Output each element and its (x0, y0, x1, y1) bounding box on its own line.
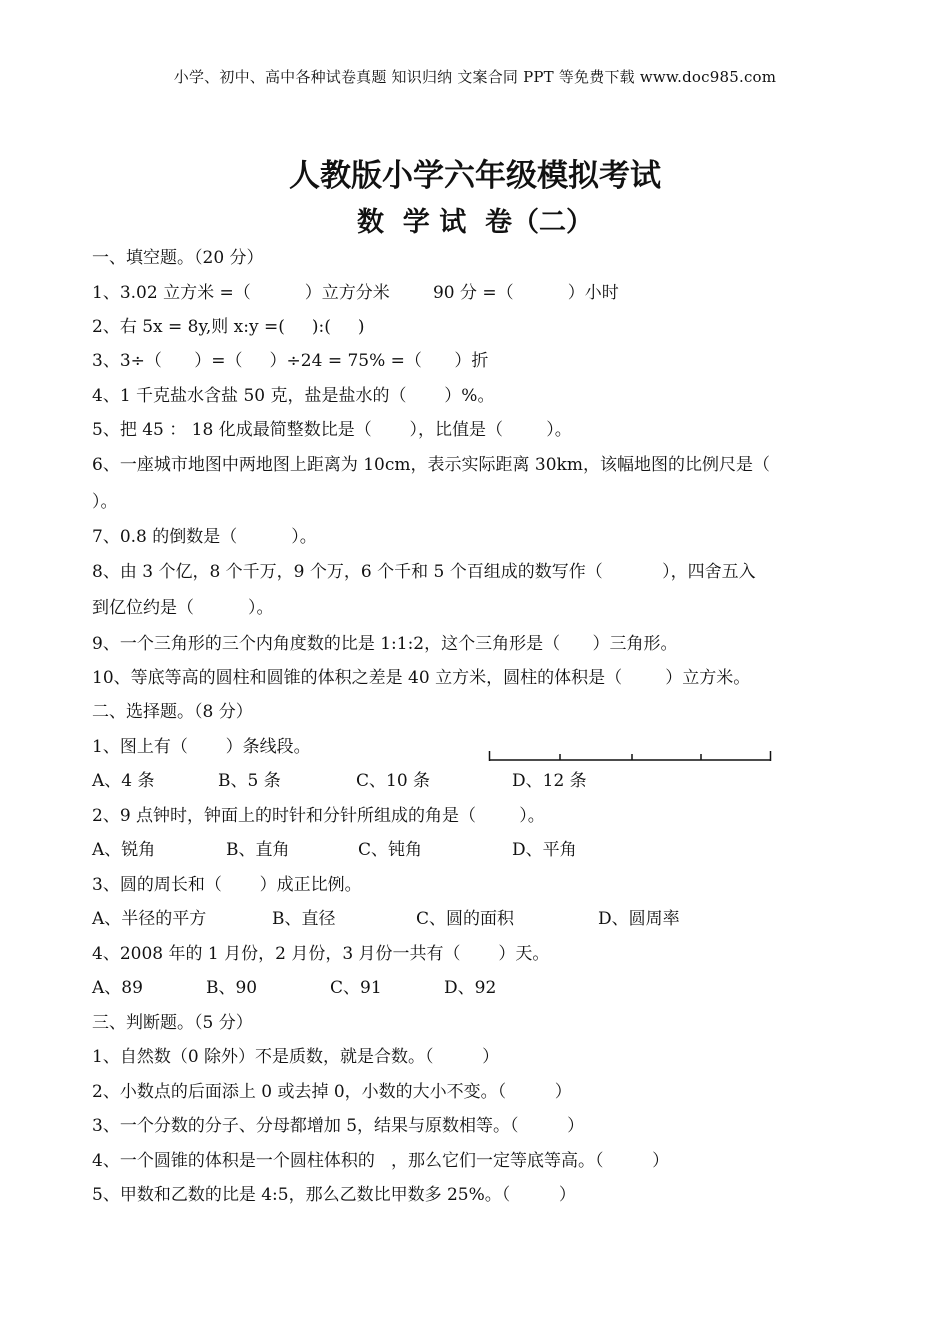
fill-item-10: 10、等底等高的圆柱和圆锥的体积之差是 40 立方米，圆柱的体积是（ ）立方米。 (92, 668, 751, 688)
line-segment-figure (488, 750, 772, 762)
fill-item-4: 4、1 千克盐水含盐 50 克，盐是盐水的（ ）%。 (92, 386, 495, 406)
choice-question-4: 4、2008 年的 1 月份，2 月份，3 月份一共有（ ）天。 (92, 944, 550, 964)
choice-options-2 (92, 838, 852, 862)
exam-title: 人教版小学六年级模拟考试 (289, 158, 661, 194)
option-a: A、锐角 (92, 840, 156, 860)
option-a: A、4 条 (92, 771, 155, 791)
judge-item-3: 3、一个分数的分子、分母都增加 5，结果与原数相等。（ ） (92, 1116, 585, 1136)
option-c: C、钝角 (358, 840, 423, 860)
option-b: B、5 条 (218, 771, 281, 791)
fill-item-8-cont: 到亿位约是（ ）。 (92, 598, 274, 618)
section1-heading: 一、填空题。（20 分） (92, 248, 264, 268)
fill-item-6: 6、一座城市地图中两地图上距离为 10cm，表示实际距离 30km，该幅地图的比例尺是（ (92, 455, 770, 475)
choice-options-1 (92, 769, 852, 793)
option-b: B、直径 (272, 909, 336, 929)
judge-item-5: 5、甲数和乙数的比是 4:5，那么乙数比甲数多 25%。（ ） (92, 1185, 576, 1205)
option-b: B、90 (206, 978, 258, 998)
fill-item-7: 7、0.8 的倒数是（ ）。 (92, 527, 317, 547)
option-d: D、圆周率 (598, 909, 680, 929)
option-c: C、10 条 (356, 771, 431, 791)
option-a: A、89 (92, 978, 143, 998)
fill-item-1: 1、3.02 立方米 =（ ）立方分米 90 分 =（ ）小时 (92, 283, 619, 303)
choice-options-4 (92, 976, 852, 1000)
section2-heading: 二、选择题。（8 分） (92, 702, 253, 722)
page-header: 小学、初中、高中各种试卷真题 知识归纳 文案合同 PPT 等免费下载 www.doc985.com (173, 68, 777, 86)
fill-item-3: 3、3÷（ ）=（ ）÷24 = 75% =（ ）折 (92, 351, 489, 371)
fill-item-6-cont: ）。 (92, 492, 118, 512)
option-a: A、半径的平方 (92, 909, 207, 929)
exam-subtitle: 数 学 试 卷（二） (357, 207, 593, 238)
fill-item-8: 8、由 3 个亿，8 个千万，9 个万，6 个千和 5 个百组成的数写作（ ），四舍五入 (92, 562, 756, 582)
option-b: B、直角 (226, 840, 290, 860)
choice-options-3 (92, 907, 852, 931)
choice-question-2: 2、9 点钟时，钟面上的时针和分针所组成的角是（ ）。 (92, 806, 545, 826)
option-d: D、92 (444, 978, 497, 998)
fill-item-5: 5、把 45 ： 18 化成最简整数比是（ ），比值是（ ）。 (92, 420, 572, 440)
option-d: D、12 条 (512, 771, 587, 791)
option-d: D、平角 (512, 840, 577, 860)
fill-item-2: 2、右 5x = 8y,则 x:y =( ):( ) (92, 317, 365, 337)
choice-question-1: 1、图上有（ ）条线段。 (92, 737, 311, 757)
option-c: C、圆的面积 (416, 909, 515, 929)
judge-item-4: 4、一个圆锥的体积是一个圆柱体积的 ，那么它们一定等底等高。（ ） (92, 1151, 670, 1171)
judge-item-2: 2、小数点的后面添上 0 或去掉 0，小数的大小不变。（ ） (92, 1082, 572, 1102)
fill-item-9: 9、一个三角形的三个内角度数的比是 1:1:2，这个三角形是（ ）三角形。 (92, 634, 678, 654)
section3-heading: 三、判断题。（5 分） (92, 1013, 253, 1033)
judge-item-1: 1、自然数（0 除外）不是质数，就是合数。（ ） (92, 1047, 500, 1067)
option-c: C、91 (330, 978, 382, 998)
choice-question-3: 3、圆的周长和（ ）成正比例。 (92, 875, 362, 895)
